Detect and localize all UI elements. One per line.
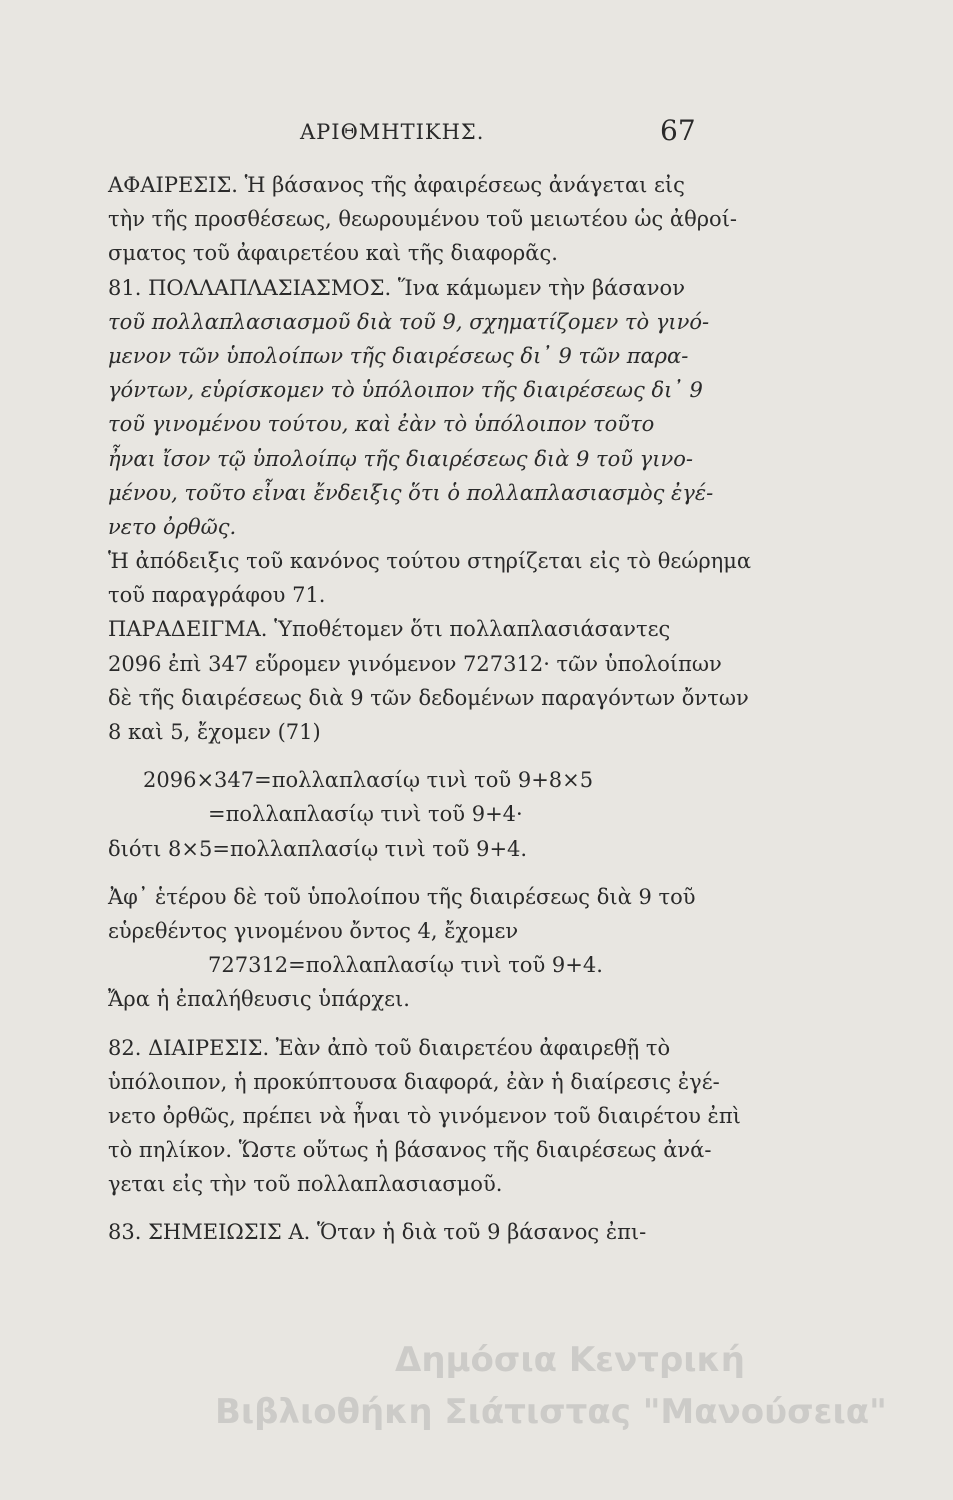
- text-line: μένου, τοῦτο εἶναι ἔνδειξις ὅτι ὁ πολλαπλασιασμὸς ἐγέ-: [108, 480, 714, 505]
- text-line: Ἄρα ἡ ἐπαλήθευσις ὑπάρχει.: [108, 987, 410, 1012]
- equation-line: =πολλαπλασίῳ τινὶ τοῦ 9+4·: [208, 802, 523, 827]
- text-line: ἦναι ἴσον τῷ ὑπολοίπῳ τῆς διαιρέσεως διὰ 9 τοῦ γινο-: [108, 446, 693, 471]
- text-line: νετο ὀρθῶς, πρέπει νὰ ἦναι τὸ γινόμενον τοῦ διαιρέτου ἐπὶ: [108, 1103, 741, 1128]
- text-line: διότι 8×5=πολλαπλασίῳ τινὶ τοῦ 9+4.: [108, 836, 528, 861]
- equation-line: 2096×347=πολλαπλασίῳ τινὶ τοῦ 9+8×5: [143, 768, 594, 793]
- text-line: ὑπόλοιπον, ἡ προκύπτουσα διαφορά, ἐὰν ἡ διαίρεσις ἐγέ-: [108, 1069, 720, 1094]
- text-line: ΑΦΑΙΡΕΣΙΣ. Ἡ βάσανος τῆς ἀφαιρέσεως ἀνάγεται εἰς: [108, 173, 685, 197]
- equation-line: 727312=πολλαπλασίῳ τινὶ τοῦ 9+4.: [208, 953, 603, 978]
- page-header: [0, 114, 953, 150]
- library-watermark-line1: Δημόσια Κεντρική: [395, 1340, 745, 1380]
- example-heading-line: ΠΑΡΑΔΕΙΓΜΑ. Ὑποθέτομεν ὅτι πολλαπλασιάσαντες: [108, 617, 671, 642]
- text-line: γόντων, εὑρίσκομεν τὸ ὑπόλοιπον τῆς διαιρέσεως δι᾽ 9: [108, 378, 703, 403]
- section-82-heading-line: 82. ΔΙΑΙΡΕΣΙΣ. Ἐὰν ἀπὸ τοῦ διαιρετέου ἀφαιρεθῇ τὸ: [108, 1035, 671, 1060]
- text-line: τὴν τῆς προσθέσεως, θεωρουμένου τοῦ μειωτέου ὡς ἀθροί-: [108, 207, 738, 232]
- text-line: Ἡ ἀπόδειξις τοῦ κανόνος τούτου στηρίζεται εἰς τὸ θεώρημα: [108, 549, 752, 574]
- text-line: Ἀφ᾽ ἑτέρου δὲ τοῦ ὑπολοίπου τῆς διαιρέσεως διὰ 9 τοῦ: [108, 884, 696, 909]
- section-83-heading-line: 83. ΣΗΜΕΙΩΣΙΣ Α. Ὅταν ἡ διὰ τοῦ 9 βάσανος ἐπι-: [108, 1220, 647, 1245]
- page-body: [108, 168, 752, 1250]
- text-line: εὑρεθέντος γινομένου ὄντος 4, ἔχομεν: [108, 918, 519, 943]
- text-line: γεται εἰς τὴν τοῦ πολλαπλασιασμοῦ.: [108, 1172, 503, 1197]
- text-line: τοῦ πολλαπλασιασμοῦ διὰ τοῦ 9, σχηματίζομεν τὸ γινό-: [108, 309, 710, 334]
- text-line: 2096 ἐπὶ 347 εὕρομεν γινόμενον 727312· τῶν ὑπολοίπων: [108, 651, 722, 676]
- library-watermark-line2: Βιβλιοθήκη Σιάτιστας "Μανούσεια": [215, 1392, 887, 1432]
- text-line: μενον τῶν ὑπολοίπων τῆς διαιρέσεως δι᾽ 9 τῶν παρα-: [108, 343, 689, 368]
- section-81-heading-line: 81. ΠΟΛΛΑΠΛΑΣΙΑΣΜΟΣ. Ἵνα κάμωμεν τὴν βάσανον: [108, 275, 685, 300]
- page-number: 67: [660, 114, 696, 147]
- text-line: τοῦ γινομένου τούτου, καὶ ἐὰν τὸ ὑπόλοιπον τοῦτο: [108, 412, 655, 437]
- text-line: τοῦ παραγράφου 71.: [108, 583, 326, 608]
- text-line: σματος τοῦ ἀφαιρετέου καὶ τῆς διαφορᾶς.: [108, 241, 558, 266]
- text-line: νετο ὀρθῶς.: [108, 514, 237, 539]
- running-head: ΑΡΙΘΜΗΤΙΚΗΣ.: [300, 120, 485, 144]
- text-line: 8 καὶ 5, ἔχομεν (71): [108, 720, 321, 744]
- text-line: δὲ τῆς διαιρέσεως διὰ 9 τῶν δεδομένων παραγόντων ὄντων: [108, 685, 749, 710]
- text-line: τὸ πηλίκον. Ὥστε οὕτως ἡ βάσανος τῆς διαιρέσεως ἀνά-: [108, 1138, 712, 1163]
